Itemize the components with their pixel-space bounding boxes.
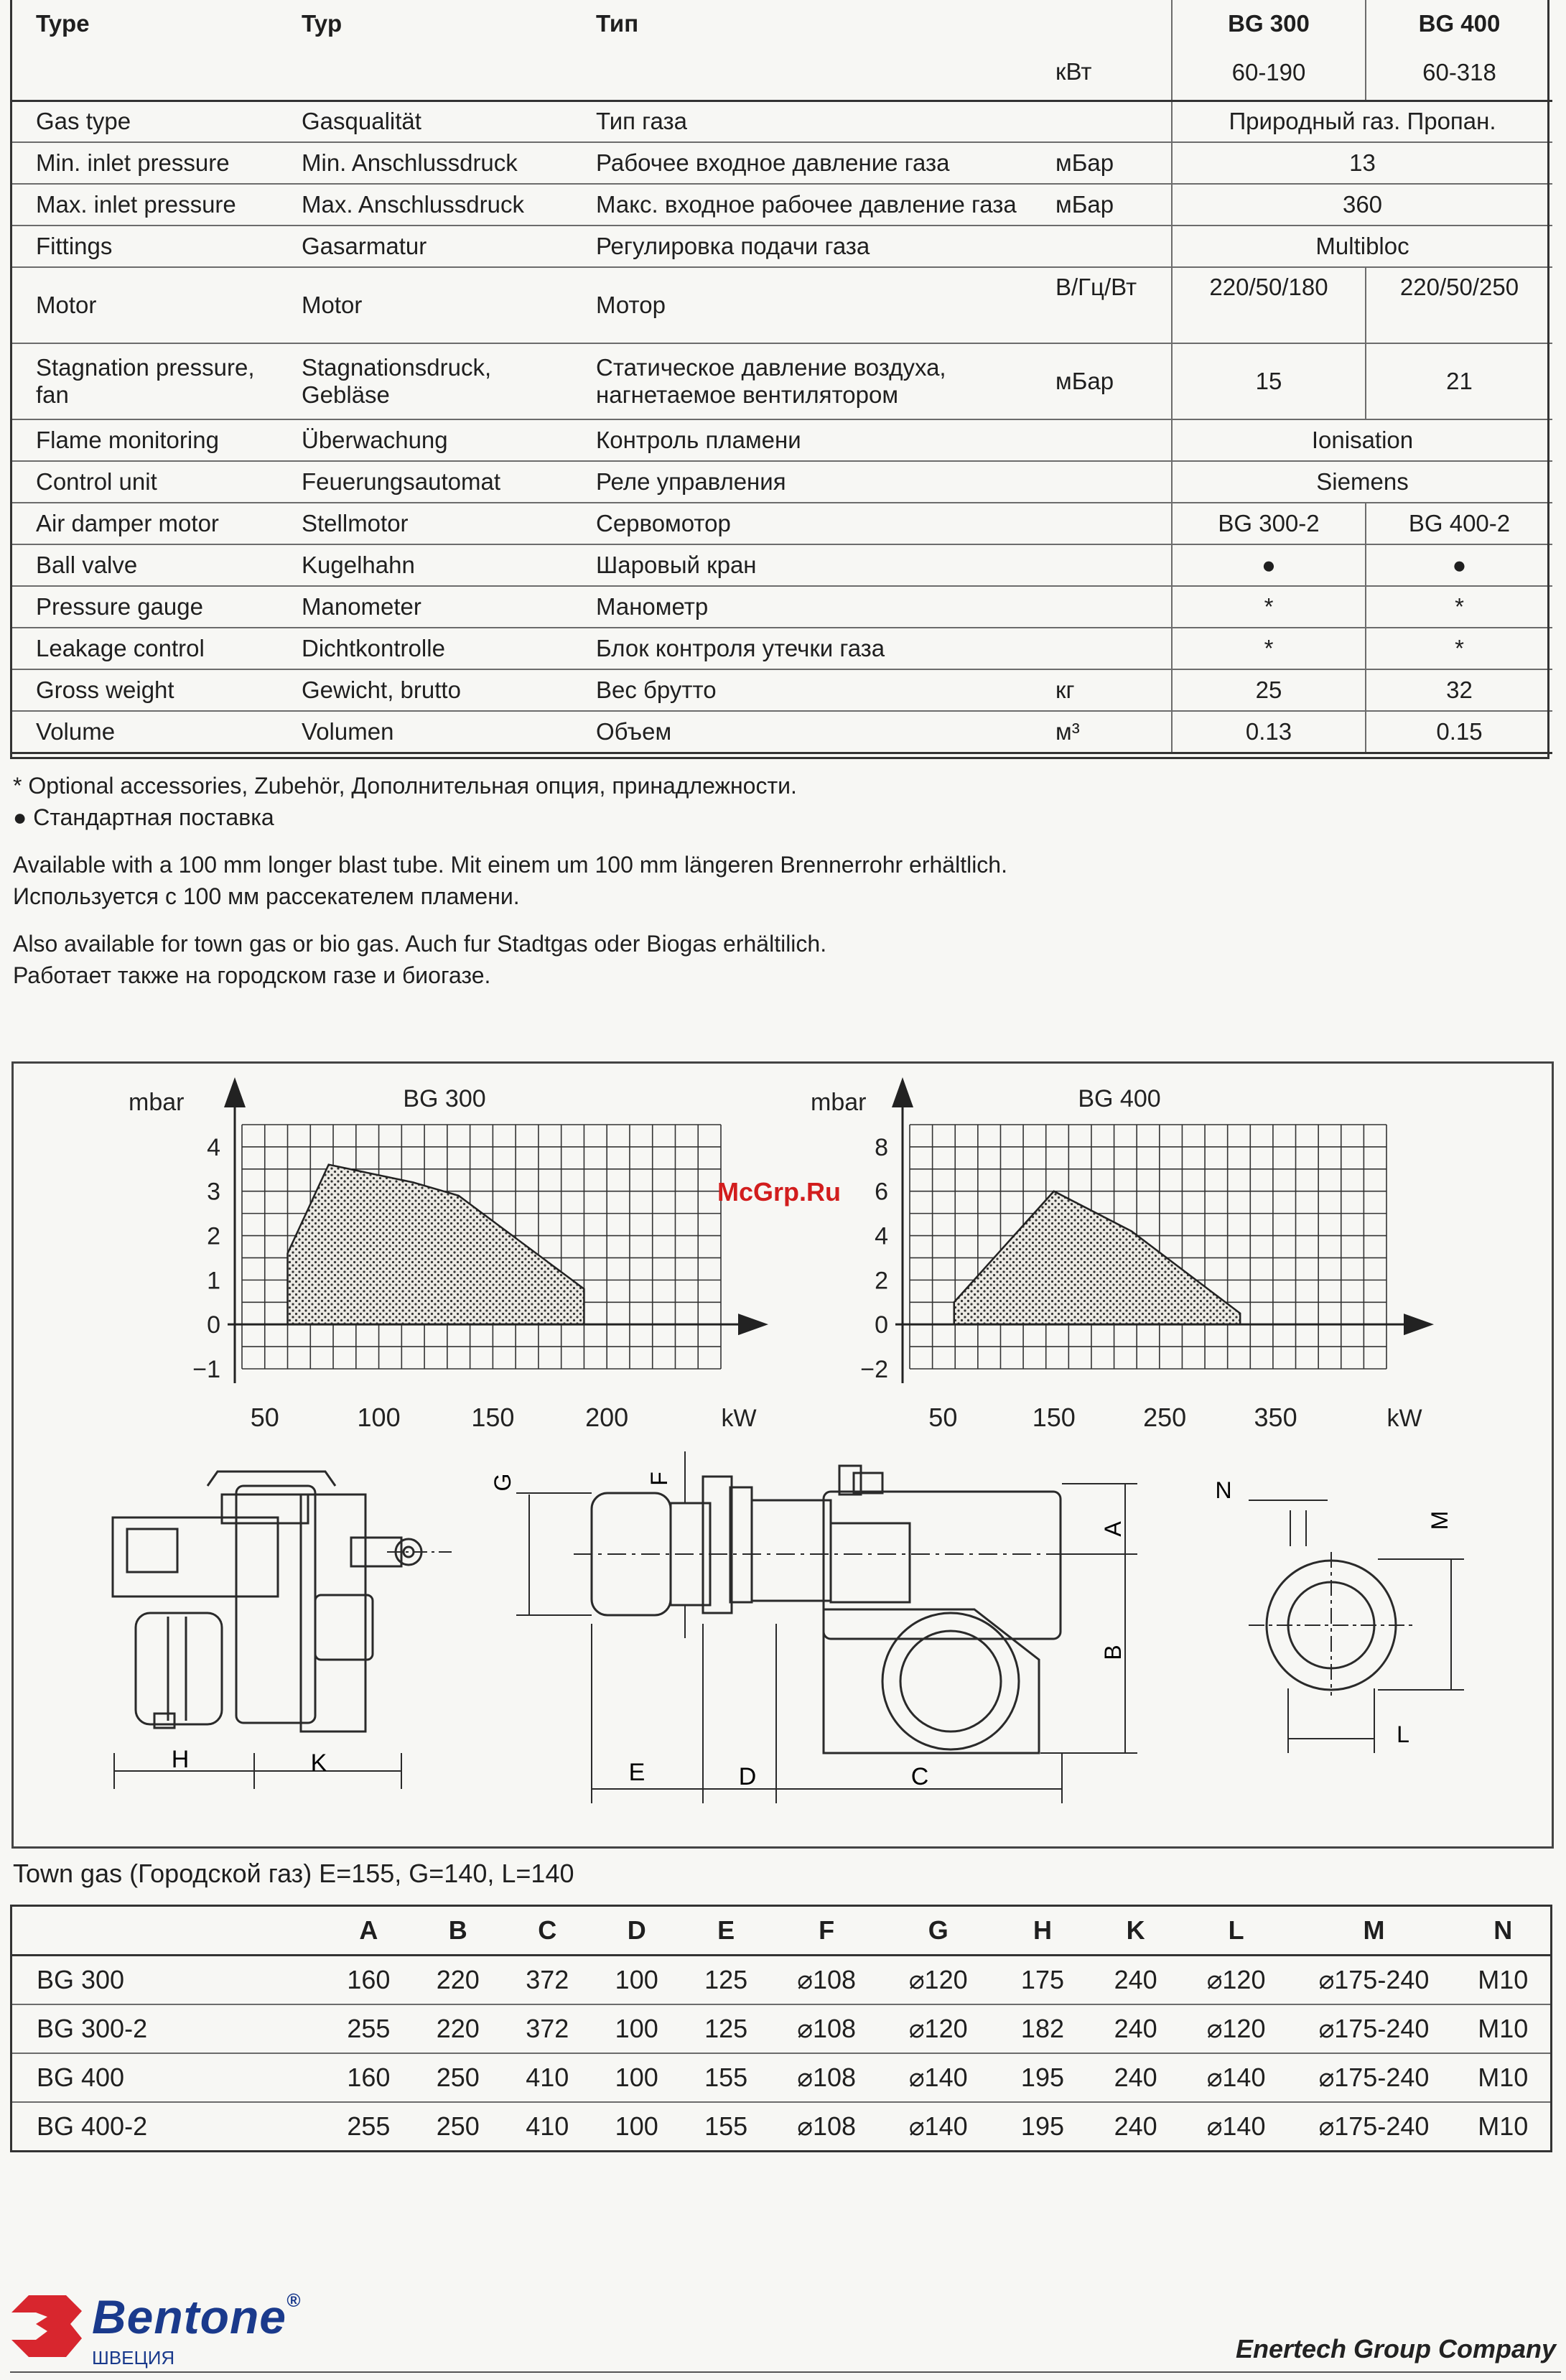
dims-col-header: H: [994, 1906, 1091, 1956]
dims-cell: ⌀120: [882, 1956, 994, 2005]
spec-value-bg300: 15: [1172, 343, 1366, 419]
spec-unit: [1044, 586, 1172, 628]
x-tick-label: 50: [250, 1403, 279, 1432]
power-bg400: 60-318: [1422, 59, 1496, 85]
spec-row: [10, 669, 1552, 711]
spec-value-both: Природный газ. Пропан.: [1172, 101, 1552, 142]
spec-label-ru: Шаровый кран: [596, 552, 757, 578]
spec-value-bg400: ●: [1366, 544, 1552, 586]
bentone-logo-mark: [11, 2295, 82, 2357]
dims-col-header: K: [1091, 1906, 1180, 1956]
spec-row: [10, 461, 1552, 503]
spec-label-ru: Тип газа: [596, 108, 687, 135]
dims-cell: 182: [994, 2004, 1091, 2053]
dims-cell: 250: [436, 2111, 480, 2141]
spec-value-bg300: 0.13: [1172, 711, 1366, 753]
spec-label-ru: Реле управления: [596, 468, 786, 495]
note-blast-tube: Available with a 100 mm longer blast tube. Mit einem um 100 mm längeren Brennerrohr erhältlich.: [13, 852, 1007, 878]
spec-label-ru: Контроль пламени: [596, 427, 801, 453]
dims-cell: ⌀175-240: [1292, 2053, 1455, 2102]
spec-row: [10, 267, 1552, 343]
dim-label-c: C: [910, 1763, 929, 1790]
x-tick-label: 250: [1143, 1403, 1187, 1432]
dim-label-d: D: [738, 1763, 757, 1790]
dim-label-m: M: [1427, 1510, 1453, 1530]
x-tick-label: 150: [471, 1403, 515, 1432]
dims-cell: 160: [324, 2053, 413, 2102]
brand-name: Bentone®: [92, 2290, 302, 2343]
dims-cell: 220: [414, 2004, 503, 2053]
dim-label-k: K: [310, 1749, 327, 1777]
spec-value-bg300: 25: [1172, 669, 1366, 711]
spec-label-de: Min. Anschlussdruck: [302, 149, 518, 176]
spec-unit: В/Гц/Вт: [1055, 274, 1137, 300]
spec-label-de: Kugelhahn: [302, 552, 415, 578]
dims-col-header: G: [882, 1906, 994, 1956]
spec-label-ru: Мотор: [596, 292, 666, 318]
dims-cell: 220: [414, 1956, 503, 2005]
dims-cell: ⌀108: [797, 2111, 857, 2141]
y-tick-label: −1: [192, 1356, 220, 1383]
chart-area-series: [288, 1165, 584, 1325]
spec-unit: [1044, 544, 1172, 586]
dims-cell: ⌀175-240: [1292, 1956, 1455, 2005]
spec-label-en: Air damper motor: [36, 510, 219, 536]
col-type-en: Type: [36, 10, 90, 37]
y-tick-label: 1: [207, 1267, 220, 1295]
spec-label-de: Stellmotor: [302, 510, 409, 536]
spec-row: [10, 343, 1552, 419]
dims-cell: 125: [681, 2004, 770, 2053]
spec-label-ru: Вес брутто: [596, 677, 717, 703]
dims-cell: ⌀175-240: [1292, 2004, 1455, 2053]
footer-line: [10, 2371, 1561, 2373]
note-town-gas: Also available for town gas or bio gas. Auch fur Stadtgas oder Biogas erhältilich.: [13, 931, 827, 957]
col-type-de: Typ: [302, 10, 342, 37]
spec-value-bg300: *: [1172, 628, 1366, 669]
spec-label-en: Volume: [36, 717, 116, 745]
dims-cell: M10: [1456, 2004, 1552, 2053]
x-tick-label: 50: [928, 1403, 958, 1432]
x-axis-label: kW: [721, 1405, 757, 1432]
spec-label-en: Ball valve: [36, 552, 138, 578]
dims-cell: 250: [414, 2053, 503, 2102]
spec-label-en: Flame monitoring: [36, 427, 219, 453]
spec-row: [10, 586, 1552, 628]
spec-row: [10, 419, 1552, 461]
dim-label-g: G: [490, 1473, 516, 1492]
spec-label-ru: Сервомотор: [596, 510, 731, 536]
spec-row: [10, 142, 1552, 184]
spec-label-de: Gewicht, brutto: [302, 677, 461, 703]
dims-col-header: M: [1292, 1906, 1455, 1956]
dims-cell: 240: [1091, 1956, 1180, 2005]
dims-model-name: BG 300: [11, 1956, 325, 2005]
spec-label-de: Volumen: [302, 717, 394, 745]
dims-header-row: [11, 1906, 1552, 1956]
spec-label-en: Max. inlet pressure: [36, 191, 236, 218]
spec-label-ru: Манометр: [596, 593, 709, 620]
spec-unit: [1044, 503, 1172, 544]
dims-model-name: BG 300-2: [11, 2004, 325, 2053]
dims-row: [11, 1956, 1552, 2005]
y-tick-label: 2: [875, 1267, 888, 1295]
col-unit: кВт: [1055, 57, 1092, 85]
spec-value-bg300: 220/50/180: [1172, 267, 1366, 343]
dims-cell: ⌀140: [882, 2053, 994, 2102]
spec-unit: [1044, 628, 1172, 669]
dims-cell: 255: [324, 2004, 413, 2053]
y-tick-label: 4: [875, 1222, 888, 1250]
figure-box: [11, 1061, 1554, 1849]
note-optional: * Optional accessories, Zubehör, Дополнительная опция, принадлежности.: [13, 773, 797, 799]
col-type-ru: Тип: [596, 10, 639, 37]
dims-cell: 100: [592, 1956, 681, 2005]
spec-label-de: Manometer: [302, 593, 421, 620]
dim-label-b: B: [1100, 1645, 1126, 1660]
spec-label-ru: Статическое давление воздуха, нагнетаемое вентилятором: [596, 354, 946, 408]
dims-cell: ⌀120: [882, 2004, 994, 2053]
dims-cell: 240: [1114, 2111, 1157, 2141]
spec-value-bg400: BG 400-2: [1366, 503, 1552, 544]
spec-unit: [1044, 419, 1172, 461]
dims-col-header: B: [414, 1906, 503, 1956]
spec-label-en: Motor: [36, 292, 97, 318]
y-tick-label: −2: [860, 1356, 888, 1383]
spec-label-ru: Макс. входное рабочее давление газа: [596, 191, 1017, 218]
spec-label-de: Gasarmatur: [302, 233, 427, 259]
dims-cell: 372: [503, 2004, 592, 2053]
chart-title: BG 300: [403, 1085, 486, 1112]
spec-value-bg400: 0.15: [1366, 711, 1552, 753]
dims-model-name: BG 400-2: [37, 2111, 148, 2141]
dims-cell: 255: [347, 2111, 391, 2141]
dim-label-l: L: [1397, 1721, 1409, 1747]
dims-cell: ⌀175-240: [1318, 2111, 1430, 2141]
spec-value-bg300: *: [1172, 586, 1366, 628]
spec-unit: [1044, 101, 1172, 142]
x-tick-label: 350: [1254, 1403, 1297, 1432]
spec-label-de: Dichtkontrolle: [302, 635, 445, 661]
spec-label-en: Min. inlet pressure: [36, 149, 230, 176]
spec-table: [10, 0, 1552, 754]
dims-cell: 125: [681, 1956, 770, 2005]
spec-value-both: Ionisation: [1172, 419, 1552, 461]
dims-cell: ⌀140: [1180, 2053, 1292, 2102]
spec-value-both: Siemens: [1172, 461, 1552, 503]
spec-value-bg400: *: [1366, 586, 1552, 628]
spec-value-bg300: BG 300-2: [1172, 503, 1366, 544]
dims-cell: 195: [994, 2053, 1091, 2102]
dims-cell: ⌀108: [770, 1956, 882, 2005]
dims-cell: ⌀140: [908, 2111, 968, 2141]
note-blast-tube-ru: Используется с 100 мм рассекателем пламени.: [13, 883, 520, 909]
spec-value-both: 13: [1172, 142, 1552, 184]
dim-label-e: E: [628, 1759, 645, 1786]
dim-label-f: F: [646, 1472, 672, 1486]
dims-cell: 155: [681, 2053, 770, 2102]
spec-label-en: Gross weight: [36, 677, 174, 703]
dims-cell: ⌀108: [770, 2053, 882, 2102]
dims-col-header: D: [592, 1906, 681, 1956]
dims-cell: M10: [1456, 2053, 1552, 2102]
dims-cell: 240: [1091, 2004, 1180, 2053]
spec-label-ru: Объем: [596, 717, 672, 745]
dim-label-n: N: [1215, 1477, 1232, 1503]
spec-value-bg300: ●: [1172, 544, 1366, 586]
brand-subtitle: ШВЕЦИЯ: [92, 2347, 175, 2369]
note-town-gas-ru: Работает также на городском газе и биогазе.: [13, 962, 491, 988]
dims-col-header: [11, 1906, 325, 1956]
power-bg300: 60-190: [1231, 59, 1306, 85]
dims-cell: 155: [704, 2111, 748, 2141]
y-tick-label: 4: [207, 1133, 220, 1161]
spec-label-de: Stagnationsdruck, Gebläse: [302, 354, 492, 408]
spec-header-row: [10, 0, 1552, 101]
dims-cell: M10: [1478, 2111, 1529, 2141]
spec-unit: м³: [1055, 717, 1080, 745]
x-tick-label: 100: [357, 1403, 401, 1432]
spec-label-en: Leakage control: [36, 635, 205, 661]
x-axis-label: kW: [1386, 1405, 1422, 1432]
y-tick-label: 0: [207, 1311, 220, 1339]
spec-unit: мБар: [1055, 149, 1114, 176]
dims-cell: 175: [994, 1956, 1091, 2005]
spec-label-ru: Рабочее входное давление газа: [596, 149, 950, 176]
dims-col-header: N: [1456, 1906, 1552, 1956]
spec-label-en: Pressure gauge: [36, 593, 203, 620]
burner-front-view-drawing: [516, 1451, 1137, 1803]
notes: [13, 770, 1007, 991]
spec-label-en: Stagnation pressure, fan: [36, 354, 255, 408]
dims-cell: 240: [1091, 2053, 1180, 2102]
y-tick-label: 2: [207, 1222, 220, 1250]
spec-row: [10, 628, 1552, 669]
dims-col-header: A: [324, 1906, 413, 1956]
dims-col-header: C: [503, 1906, 592, 1956]
burner-side-view-drawing: [113, 1472, 452, 1789]
note-standard: ● Стандартная поставка: [13, 804, 274, 830]
watermark: McGrp.Ru: [717, 1177, 842, 1207]
dims-cell: 100: [592, 2004, 681, 2053]
spec-label-de: Gasqualität: [302, 108, 421, 135]
dims-cell: ⌀120: [1180, 2004, 1292, 2053]
dims-row: [11, 2102, 1552, 2152]
spec-unit: мБар: [1055, 191, 1114, 218]
col-model-bg400: BG 400 60-318: [1366, 0, 1552, 101]
spec-value-bg400: 220/50/250: [1366, 267, 1552, 343]
town-gas-note: Town gas (Городской газ) E=155, G=140, L=140: [13, 1859, 574, 1888]
dims-cell: M10: [1456, 1956, 1552, 2005]
spec-row: [10, 226, 1552, 267]
spec-label-en: Control unit: [36, 468, 157, 495]
brand-registered-mark: ®: [286, 2290, 302, 2311]
dims-cell: 410: [526, 2111, 569, 2141]
dims-cell: ⌀120: [1180, 1956, 1292, 2005]
spec-value-both: Multibloc: [1172, 226, 1552, 267]
dims-cell: 195: [1020, 2111, 1064, 2141]
company-name: Enertech Group Company: [1235, 2334, 1556, 2363]
col-model-bg300: BG 300 60-190: [1172, 0, 1366, 101]
spec-unit: кг: [1055, 677, 1075, 703]
y-tick-label: 6: [875, 1178, 888, 1206]
spec-label-en: Gas type: [36, 108, 131, 135]
spec-unit: [1044, 226, 1172, 267]
y-axis-label: mbar: [129, 1089, 185, 1116]
spec-unit: мБар: [1055, 368, 1114, 394]
dims-col-header: F: [770, 1906, 882, 1956]
dims-cell: 100: [615, 2111, 658, 2141]
dimensions-table: [10, 1905, 1552, 2152]
chart-title: BG 400: [1078, 1085, 1161, 1112]
y-tick-label: 8: [875, 1133, 888, 1161]
spec-unit: [1044, 461, 1172, 503]
spec-row: [10, 184, 1552, 226]
x-tick-label: 200: [585, 1403, 629, 1432]
spec-row: [10, 101, 1552, 142]
dims-cell: 410: [503, 2053, 592, 2102]
spec-value-bg400: 32: [1366, 669, 1552, 711]
dims-col-header: E: [681, 1906, 770, 1956]
dims-cell: ⌀108: [770, 2004, 882, 2053]
spec-label-de: Feuerungsautomat: [302, 468, 501, 495]
spec-label-en: Fittings: [36, 233, 113, 259]
x-tick-label: 150: [1032, 1403, 1076, 1432]
spec-row: [10, 544, 1552, 586]
spec-row: [10, 503, 1552, 544]
spec-label-ru: Блок контроля утечки газа: [596, 635, 885, 661]
dim-label-h: H: [171, 1746, 190, 1773]
spec-value-both: 360: [1172, 184, 1552, 226]
spec-label-de: Max. Anschlussdruck: [302, 191, 524, 218]
spec-label-de: Überwachung: [302, 427, 448, 453]
dims-cell: ⌀140: [1206, 2111, 1266, 2141]
spec-label-de: Motor: [302, 292, 363, 318]
burner-flange-view-drawing: [1249, 1500, 1464, 1753]
dims-cell: 160: [324, 1956, 413, 2005]
dims-model-name: BG 400: [11, 2053, 325, 2102]
y-tick-label: 0: [875, 1311, 888, 1339]
y-axis-label: mbar: [811, 1089, 867, 1116]
dims-cell: 372: [503, 1956, 592, 2005]
dims-col-header: L: [1180, 1906, 1292, 1956]
spec-value-bg400: 21: [1366, 343, 1552, 419]
dims-row: [11, 2004, 1552, 2053]
spec-label-ru: Регулировка подачи газа: [596, 233, 870, 259]
spec-value-bg400: *: [1366, 628, 1552, 669]
dims-cell: 100: [592, 2053, 681, 2102]
y-tick-label: 3: [207, 1178, 220, 1206]
dims-row: [11, 2053, 1552, 2102]
spec-row: [10, 711, 1552, 753]
dim-label-a: A: [1100, 1521, 1126, 1537]
